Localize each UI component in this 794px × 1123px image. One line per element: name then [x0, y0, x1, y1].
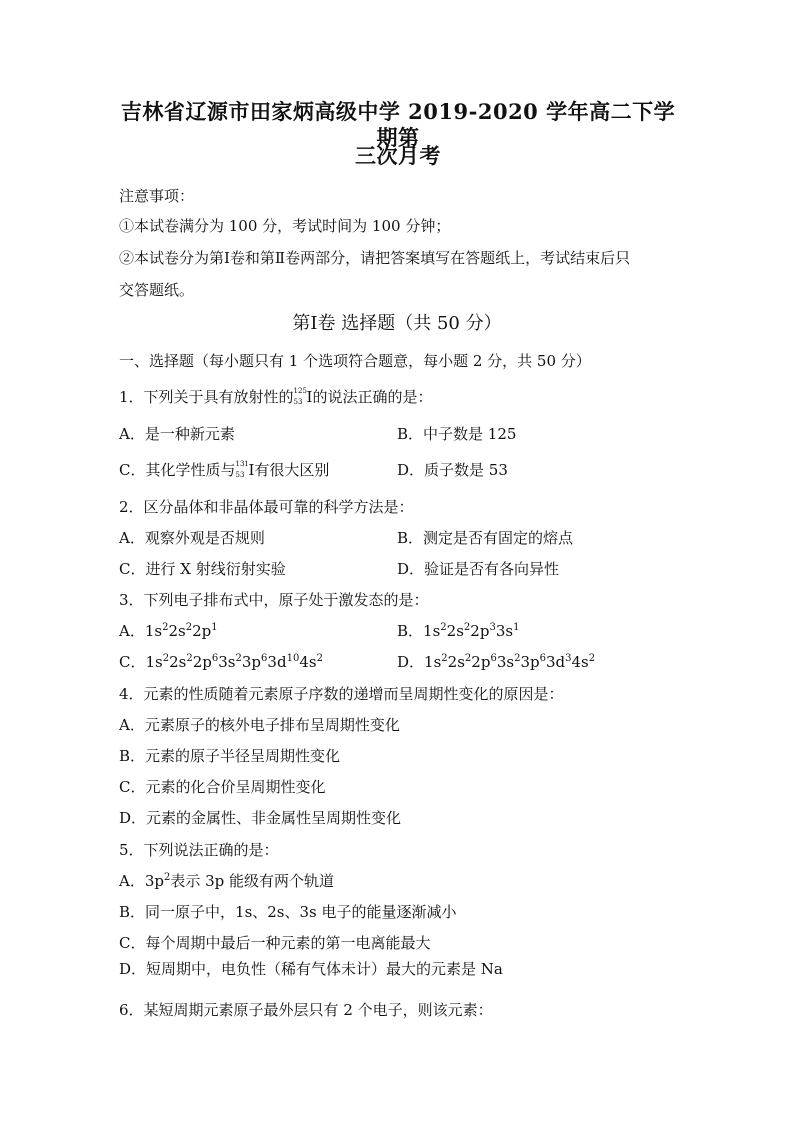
q3-option-d: D．$1s^22s^22p^63s^23p^63d^34s^2$ [397, 653, 596, 671]
notice-item-2-line2: 交答题纸。 [119, 281, 195, 299]
nuclide-element: I [306, 388, 313, 406]
q5-option-b: B．同一原子中，1s、2s、3s 电子的能量逐渐减小 [119, 903, 457, 921]
q5-option-c: C．每个周期中最后一种元素的第一电离能最大 [119, 934, 431, 952]
question-3-stem: 3．下列电子排布式中，原子处于激发态的是： [119, 591, 429, 609]
q1-stem-before: 1．下列关于具有放射性的 [119, 388, 294, 406]
q1-option-d: D．质子数是 53 [397, 461, 508, 479]
q4-option-a: A．元素原子的核外电子排布呈周期性变化 [119, 716, 400, 734]
q3-option-b: B．$1s^22s^22p^33s^1$ [397, 622, 520, 640]
question-1-stem [119, 387, 433, 407]
nuclide-element: I [248, 461, 255, 479]
q3-b-label: B． [397, 622, 424, 640]
q5-option-a [119, 871, 334, 891]
q5-a-superscript: 2 [163, 872, 171, 883]
q4-option-b: B．元素的原子半径呈周期性变化 [119, 747, 341, 765]
q2-option-d: D．验证是否有各向异性 [397, 560, 560, 578]
exam-title-line2: 三次月考 [355, 143, 441, 168]
q2-option-b: B．测定是否有固定的熔点 [397, 529, 574, 547]
notice-item-1: ①本试卷满分为 100 分，考试时间为 100 分钟； [119, 217, 451, 235]
nuclide-atomic: 53 [293, 398, 303, 406]
question-5-stem: 5．下列说法正确的是： [119, 841, 279, 859]
section-title: 第Ⅰ卷 选择题（共 50 分） [292, 313, 502, 334]
q2-option-c: C．进行 X 射线衍射实验 [119, 560, 286, 578]
question-6-stem: 6．某短周期元素原子最外层只有 2 个电子，则该元素： [119, 1001, 493, 1019]
q3-d-label: D． [397, 653, 425, 671]
part-header: 一、选择题（每小题只有 1 个选项符合题意，每小题 2 分，共 50 分） [119, 352, 591, 370]
q1-option-b: B．中子数是 125 [397, 425, 517, 443]
q1-option-a: A．是一种新元素 [119, 425, 235, 443]
question-2-stem: 2．区分晶体和非晶体最可靠的科学方法是： [119, 498, 414, 516]
q1-option-c [119, 460, 329, 480]
nuclide-mass: 125 [293, 387, 307, 395]
nuclide-mass: 131 [235, 460, 249, 468]
q3-option-a: A．$1s^22s^22p^1$ [119, 622, 218, 640]
q1-c-after: 有很大区别 [254, 461, 330, 479]
q3-c-label: C． [119, 653, 146, 671]
notice-heading: 注意事项： [119, 187, 195, 205]
nuclide-i125 [294, 387, 307, 407]
question-4-stem: 4．元素的性质随着元素原子序数的递增而呈周期性变化的原因是： [119, 685, 564, 703]
q2-option-a: A．观察外观是否规则 [119, 529, 265, 547]
q1-c-before: C．其化学性质与 [119, 461, 236, 479]
q5-option-d: D．短周期中，电负性（稀有气体未计）最大的元素是 Na [119, 960, 503, 978]
q4-option-d: D．元素的金属性、非金属性呈周期性变化 [119, 809, 402, 827]
nuclide-i131 [235, 460, 248, 480]
nuclide-atomic: 53 [235, 471, 245, 479]
q5-a-after: 表示 3p 能级有两个轨道 [170, 872, 335, 890]
notice-item-2-line1: ②本试卷分为第Ⅰ卷和第Ⅱ卷两部分，请把答案填写在答题纸上，考试结束后只 [119, 249, 631, 267]
q5-a-before: A．3p [119, 872, 164, 890]
q3-a-label: A． [119, 622, 145, 640]
q1-stem-after: 的说法正确的是： [312, 388, 433, 406]
q3-option-c: C．$1s^22s^22p^63s^23p^63d^{10}4s^2$ [119, 653, 323, 671]
exam-title-line1: 吉林省辽源市田家炳高级中学 2019-2020 学年高二下学期第 [120, 99, 676, 150]
q4-option-c: C．元素的化合价呈周期性变化 [119, 778, 326, 796]
